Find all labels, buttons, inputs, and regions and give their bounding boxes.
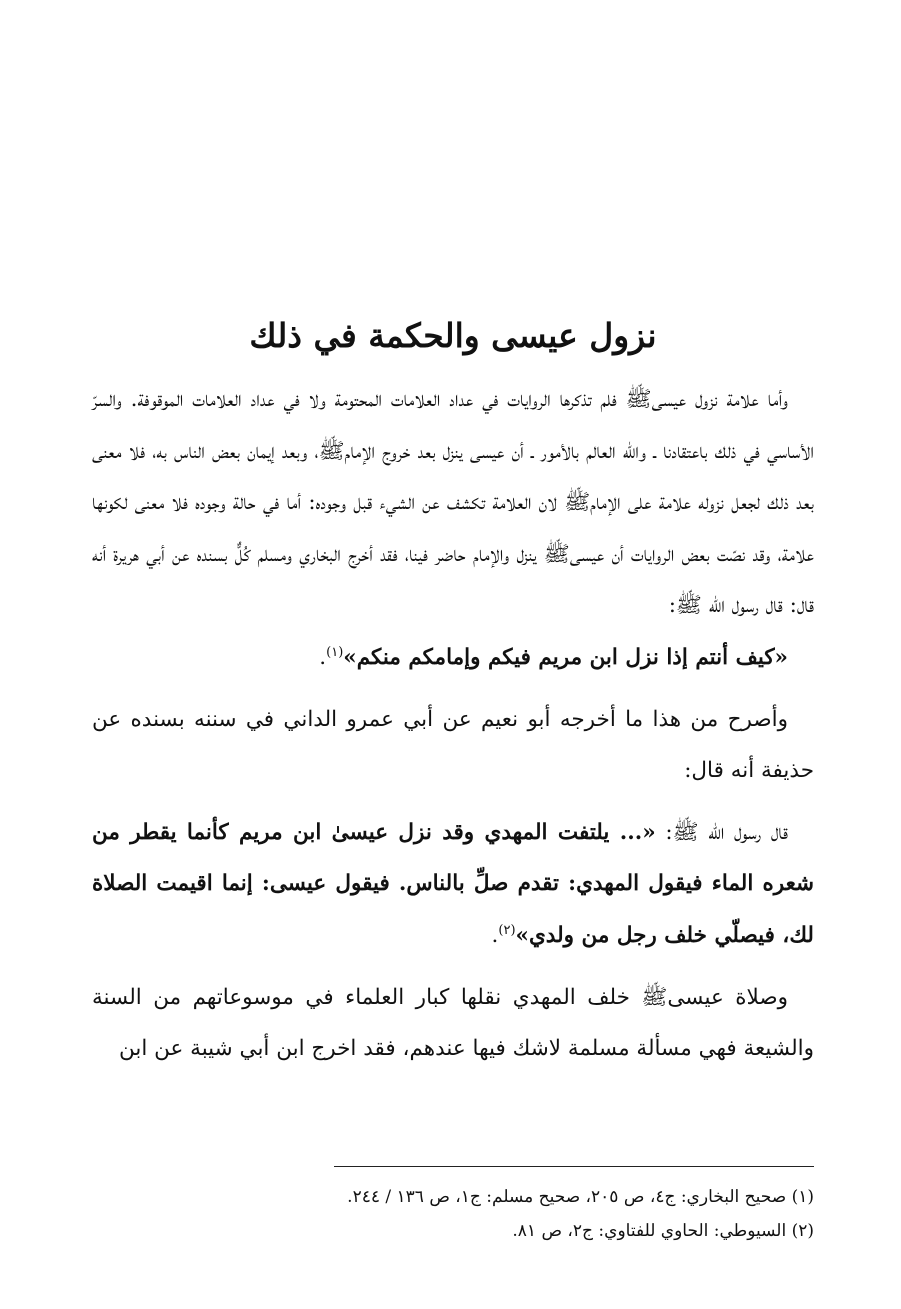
paragraph-4: وصلاة عيسىﷺ خلف المهدي نقلها كبار العلماء في موسوعاتهم من السنة والشيعة فهي مسألة مسلمة لاشك فيها عندهم، فقد اخرج ابن أبي شيبة عن ابن — [92, 984, 814, 1062]
page-title: نزول عيسى والحكمة في ذلك — [249, 316, 657, 355]
footnote-2: (٢) السيوطي: الحاوي للفتاوي: ج٢، ص ٨١. — [512, 1221, 814, 1241]
book-page — [92, 300, 814, 1290]
paragraph-1: وأما علامة نزول عيسىﷺ فلم تذكرها الروايات في عداد العلامات المحتومة ولا في عداد العلامات الموقوفة. والسرّ الأساسي في ذلك باعتقادنا ـ والله العالم بالأمور ـ أن عيسى ينزل بعد خروج الإمامﷺ، وبعد إيمان بعض الناس به، فلا معنى بعد ذلك لجعل نزوله علامة على الإمامﷺ لان العلامة تكشف عن الشيء قبل وجوده: أما في حالة وجوده فلا معنى لكونها علامة، وقد نصّت بعض الروايات أن عيسىﷺ ينزل والإمام حاضر فينا، فقد أخرج البخاري ومسلم كُلٌّ بسنده عن أبي هريرة أنه قال: قال رسول الله ﷺ: — [92, 387, 814, 619]
hadith-quote-1 — [92, 632, 814, 684]
footnote-divider — [334, 1166, 814, 1167]
footnote-ref-2: (٢) — [498, 922, 516, 938]
hadith-quote-2-end: . — [491, 922, 499, 948]
body-text — [92, 374, 814, 1075]
hadith-quote-2-intro: قال رسول الله ﷺ: — [655, 819, 789, 845]
hadith-quote-2-text: «... يلتفت المهدي وقد نزل عيسىٰ ابن مريم كأنما يقطر من شعره الماء فيقول المهدي: تقدم صلِّ بالناس. فيقول عيسى: إنما اقيمت الصلاة لك، فيصلّي خلف رجل من ولدي» — [92, 819, 814, 948]
footnote-ref-1: (١) — [326, 644, 344, 660]
paragraph-2: وأصرح من هذا ما أخرجه أبو نعيم عن أبي عمرو الداني في سننه بسنده عن حذيفة أنه قال: — [92, 706, 814, 784]
hadith-quote-2 — [92, 807, 814, 962]
hadith-quote-1-text: «كيف أنتم إذا نزل ابن مريم فيكم وإمامكم منكم» — [343, 644, 788, 670]
footnotes — [92, 1180, 814, 1248]
footnote-1: (١) صحيح البخاري: ج٤، ص ٢٠٥، صحيح مسلم: ج١، ص ١٣٦ / ٢٤٤. — [347, 1187, 814, 1207]
hadith-quote-1-end: . — [319, 644, 327, 670]
